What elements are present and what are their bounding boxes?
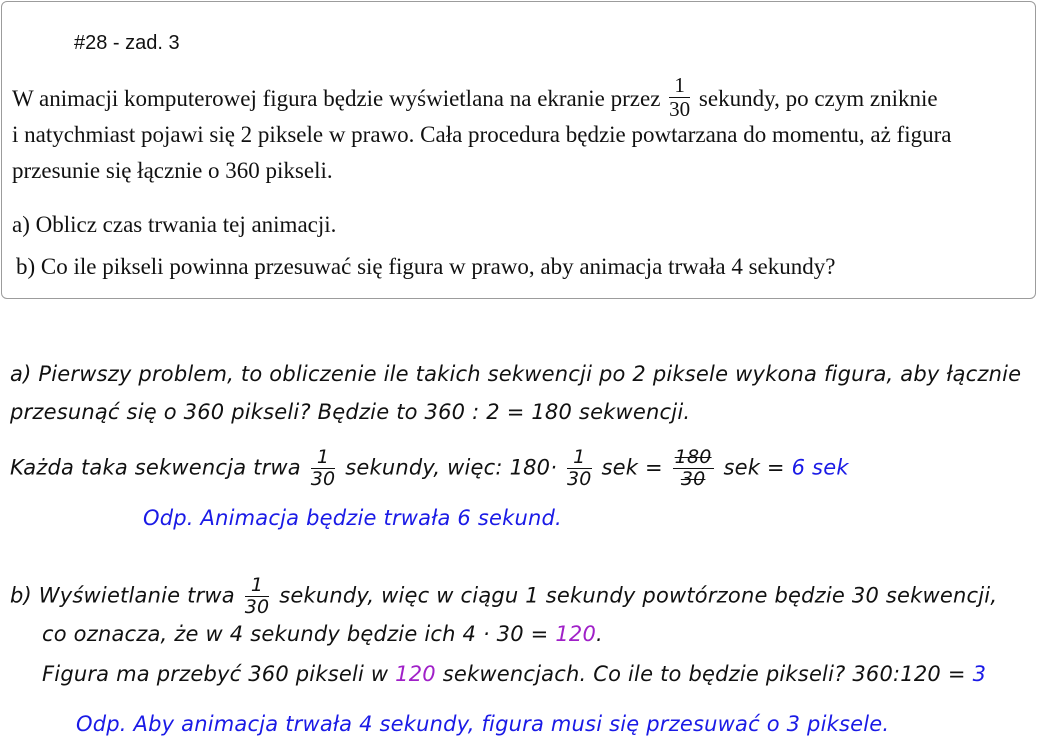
sequence-duration-text: Każda taka sekwencja trwa xyxy=(10,455,301,480)
fraction-denominator: 30 xyxy=(244,596,270,618)
fraction-180-over-30 xyxy=(673,448,714,489)
fraction-numerator: 1 xyxy=(567,448,592,469)
sequences-per-second-text: sekundy, więc w ciągu 1 sekundy powtórzone będzie 30 sekwencji, xyxy=(279,583,998,608)
fraction-denominator: 30 xyxy=(567,468,592,490)
task-fraction xyxy=(669,75,690,120)
fraction-one-thirtieth-2 xyxy=(567,448,592,489)
fraction-one-thirtieth xyxy=(311,448,336,489)
question-a: a) Oblicz czas trwania tej animacji. xyxy=(12,212,337,237)
fraction-denominator: 30 xyxy=(669,97,691,121)
solution-b-line-2 xyxy=(42,622,603,646)
calculation-text: sekundy, więc: 180· xyxy=(345,455,558,480)
fraction-numerator: 180 xyxy=(674,446,712,468)
task-number: #28 - zad. 3 xyxy=(74,32,180,54)
unit-sek-1: sek = xyxy=(601,455,663,480)
sequences-count-2: 120 xyxy=(395,662,436,686)
solution-a-line-3 xyxy=(10,448,849,489)
solution-a-line-1: a) Pierwszy problem, to obliczenie ile takich sekwencji po 2 piksele wykona figura, aby łącznie xyxy=(10,362,1022,386)
task-intro-end: sekundy, po czym zniknie xyxy=(698,85,938,111)
display-duration-text: b) Wyświetlanie trwa xyxy=(10,583,235,608)
solution-b-line-1 xyxy=(10,576,997,617)
fraction-numerator: 1 xyxy=(669,75,690,98)
solution-a-line-2: przesunąć się o 360 pikseli? Będzie to 360 : 2 = 180 sekwencji. xyxy=(10,400,691,424)
sequences-count: 120 xyxy=(555,622,597,646)
fraction-denominator: 30 xyxy=(680,468,706,490)
distance-text: Figura ma przebyć 360 pikseli w xyxy=(42,662,389,686)
answer-b: Odp. Aby animacja trwała 4 sekundy, figura musi się przesuwać o 3 piksele. xyxy=(76,712,890,736)
result-b: 3 xyxy=(972,662,987,686)
pixels-question-text: sekwencjach. Co ile to będzie pikseli? 360:120 = xyxy=(442,662,966,686)
unit-sek-2: sek = xyxy=(723,455,785,480)
task-line-1 xyxy=(12,73,938,123)
solution-b-line-3 xyxy=(42,662,986,686)
task-intro-text: W animacji komputerowej figura będzie wyświetlana na ekranie przez xyxy=(12,85,661,111)
fraction-denominator: 30 xyxy=(310,468,336,490)
fraction-numerator: 1 xyxy=(311,448,336,469)
period: . xyxy=(596,622,603,646)
result-a: 6 sek xyxy=(791,455,849,480)
task-line-2: i natychmiast pojawi się 2 piksele w prawo. Cała procedura będzie powtarzana do momentu, aż figura xyxy=(12,122,952,147)
fraction-numerator: 1 xyxy=(245,576,270,597)
sequences-in-4s-text: co oznacza, że w 4 sekundy będzie ich 4 · 30 = xyxy=(42,622,549,646)
answer-a: Odp. Animacja będzie trwała 6 sekund. xyxy=(143,506,562,530)
task-line-3: przesunie się łącznie o 360 pikseli. xyxy=(12,158,333,183)
fraction-one-thirtieth-b xyxy=(245,576,270,617)
question-b: b) Co ile pikseli powinna przesuwać się figura w prawo, aby animacja trwała 4 sekundy? xyxy=(16,254,836,279)
